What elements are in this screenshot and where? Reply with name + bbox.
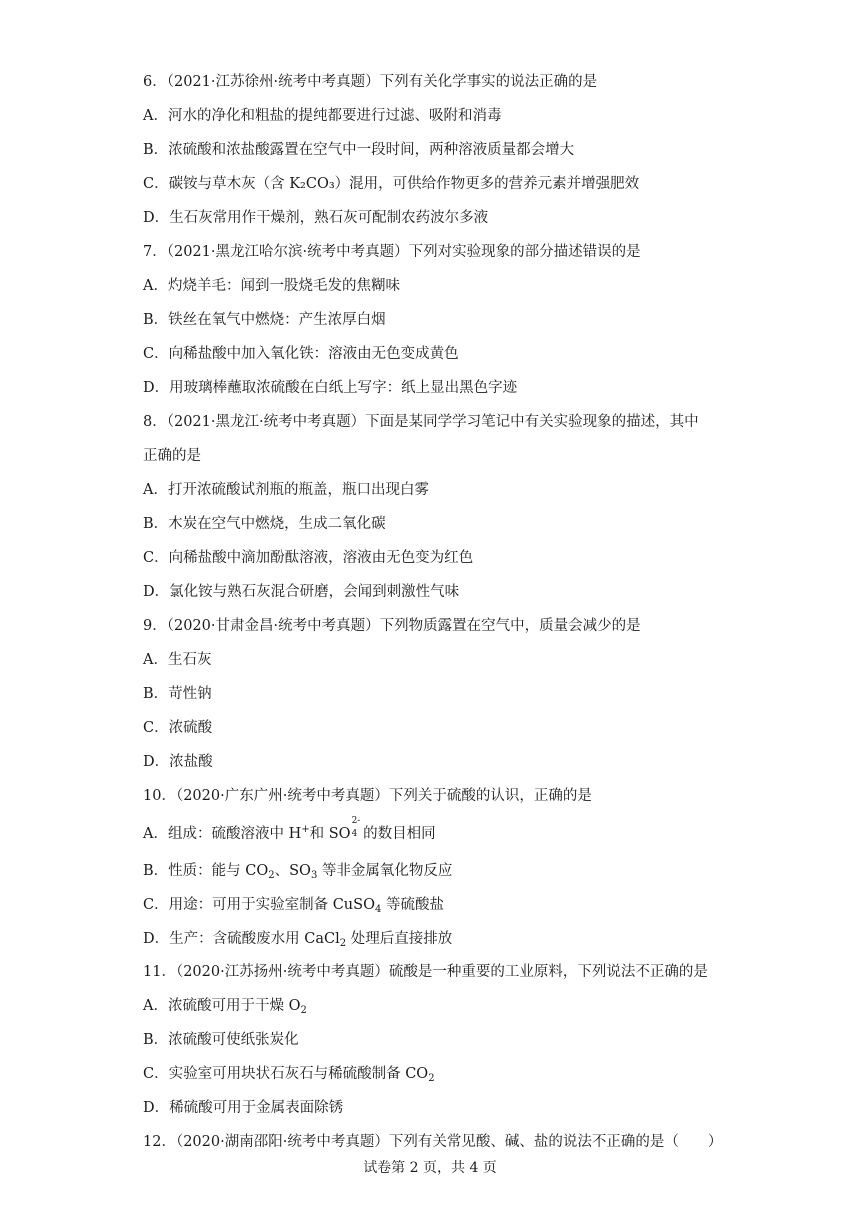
question-7-stem: 7．（2021·黑龙江哈尔滨·统考中考真题）下列对实验现象的部分描述错误的是 bbox=[143, 244, 641, 260]
question-7-option-b: B．铁丝在氧气中燃烧：产生浓厚白烟 bbox=[143, 312, 386, 328]
question-10-option-a-suffix: 的数目相同 bbox=[358, 826, 436, 842]
question-8-option-d: D．氯化铵与熟石灰混合研磨，会闻到刺激性气味 bbox=[143, 584, 460, 600]
question-6-option-a: A．河水的净化和粗盐的提纯都要进行过滤、吸附和消毒 bbox=[143, 108, 502, 124]
question-7-option-d: D．用玻璃棒蘸取浓硫酸在白纸上写字：纸上显出黑色字迹 bbox=[143, 380, 518, 396]
question-10-option-d-suffix: 处理后直接排放 bbox=[346, 931, 453, 947]
question-6-option-c: C．碳铵与草木灰（含 K₂CO₃）混用，可供给作物更多的营养元素并增强肥效 bbox=[143, 176, 640, 192]
question-11-option-d: D．稀硫酸可用于金属表面除锈 bbox=[143, 1100, 344, 1116]
question-9-option-d: D．浓盐酸 bbox=[143, 754, 213, 770]
question-11-option-a bbox=[143, 996, 307, 1016]
co2-subscript: 2 bbox=[428, 1073, 435, 1084]
question-10-option-b-mid: 、SO bbox=[274, 863, 311, 879]
question-9-stem: 9．（2020·甘肃金昌·统考中考真题）下列物质露置在空气中，质量会减少的是 bbox=[143, 618, 641, 634]
question-10-option-c-suffix: 等硫酸盐 bbox=[381, 897, 444, 913]
question-10-option-a-mid: 和 SO bbox=[309, 826, 351, 842]
question-10-option-a-prefix: A．组成：硫酸溶液中 H bbox=[143, 826, 302, 842]
question-8-stem-line-2: 正确的是 bbox=[143, 448, 201, 464]
question-9-option-c: C．浓硫酸 bbox=[143, 720, 213, 736]
question-10-stem: 10．（2020·广东广州·统考中考真题）下列关于硫酸的认识，正确的是 bbox=[143, 788, 592, 804]
question-11-option-a-prefix: A．浓硫酸可用于干燥 O bbox=[143, 998, 301, 1014]
hydrogen-ion-charge: + bbox=[301, 824, 310, 835]
question-9-option-b: B．苛性钠 bbox=[143, 686, 212, 702]
question-11-option-b: B．浓硫酸可使纸张炭化 bbox=[143, 1032, 299, 1048]
question-6-stem: 6．（2021·江苏徐州·统考中考真题）下列有关化学事实的说法正确的是 bbox=[143, 74, 598, 90]
o2-subscript: 2 bbox=[300, 1005, 307, 1016]
question-6-option-d: D．生石灰常用作干燥剂，熟石灰可配制农药波尔多液 bbox=[143, 210, 489, 226]
question-10-option-d-prefix: D．生产：含硫酸废水用 CaCl bbox=[143, 931, 340, 947]
question-8-option-b: B．木炭在空气中燃烧，生成二氧化碳 bbox=[143, 516, 386, 532]
question-10-option-a bbox=[143, 816, 436, 844]
question-10-option-d bbox=[143, 929, 452, 949]
question-8-option-a: A．打开浓硫酸试剂瓶的瓶盖，瓶口出现白雾 bbox=[143, 482, 429, 498]
question-7-option-a: A．灼烧羊毛：闻到一股烧毛发的焦糊味 bbox=[143, 278, 400, 294]
question-7-option-c: C．向稀盐酸中加入氧化铁：溶液由无色变成黄色 bbox=[143, 346, 459, 362]
question-11-option-c-prefix: C．实验室可用块状石灰石与稀硫酸制备 CO bbox=[143, 1066, 429, 1082]
cuso4-subscript: 4 bbox=[374, 904, 382, 915]
cacl2-subscript: 2 bbox=[339, 938, 347, 949]
sulfate-ion-notation bbox=[351, 816, 361, 839]
question-11-option-c bbox=[143, 1064, 435, 1084]
question-10-option-c-prefix: C．用途：可用于实验室制备 CuSO bbox=[143, 897, 375, 913]
question-10-option-b bbox=[143, 861, 452, 881]
question-11-stem: 11．（2020·江苏扬州·统考中考真题）硫酸是一种重要的工业原料，下列说法不正确的是 bbox=[143, 964, 708, 980]
question-10-option-b-suffix: 等非金属氧化物反应 bbox=[317, 863, 453, 879]
sulfate-ion-charge: 2- bbox=[351, 816, 361, 826]
sulfate-ion-subscript: 4 bbox=[351, 829, 358, 839]
page-footer: 试卷第 2 页，共 4 页 bbox=[363, 1160, 497, 1176]
question-8-option-c: C．向稀盐酸中滴加酚酞溶液，溶液由无色变为红色 bbox=[143, 550, 474, 566]
question-8-stem-line-1: 8．（2021·黑龙江·统考中考真题）下面是某同学学习笔记中有关实验现象的描述，其中 bbox=[143, 414, 699, 430]
question-10-option-b-prefix: B．性质：能与 CO bbox=[143, 863, 269, 879]
question-9-option-a: A．生石灰 bbox=[143, 652, 212, 668]
so3-subscript: 3 bbox=[310, 870, 318, 881]
co2-subscript: 2 bbox=[268, 870, 275, 881]
question-10-option-c bbox=[143, 895, 444, 915]
question-12-stem: 12．（2020·湖南邵阳·统考中考真题）下列有关常见酸、碱、盐的说法不正确的是（ ） bbox=[143, 1134, 723, 1150]
question-6-option-b: B．浓硫酸和浓盐酸露置在空气中一段时间，两种溶液质量都会增大 bbox=[143, 142, 575, 158]
